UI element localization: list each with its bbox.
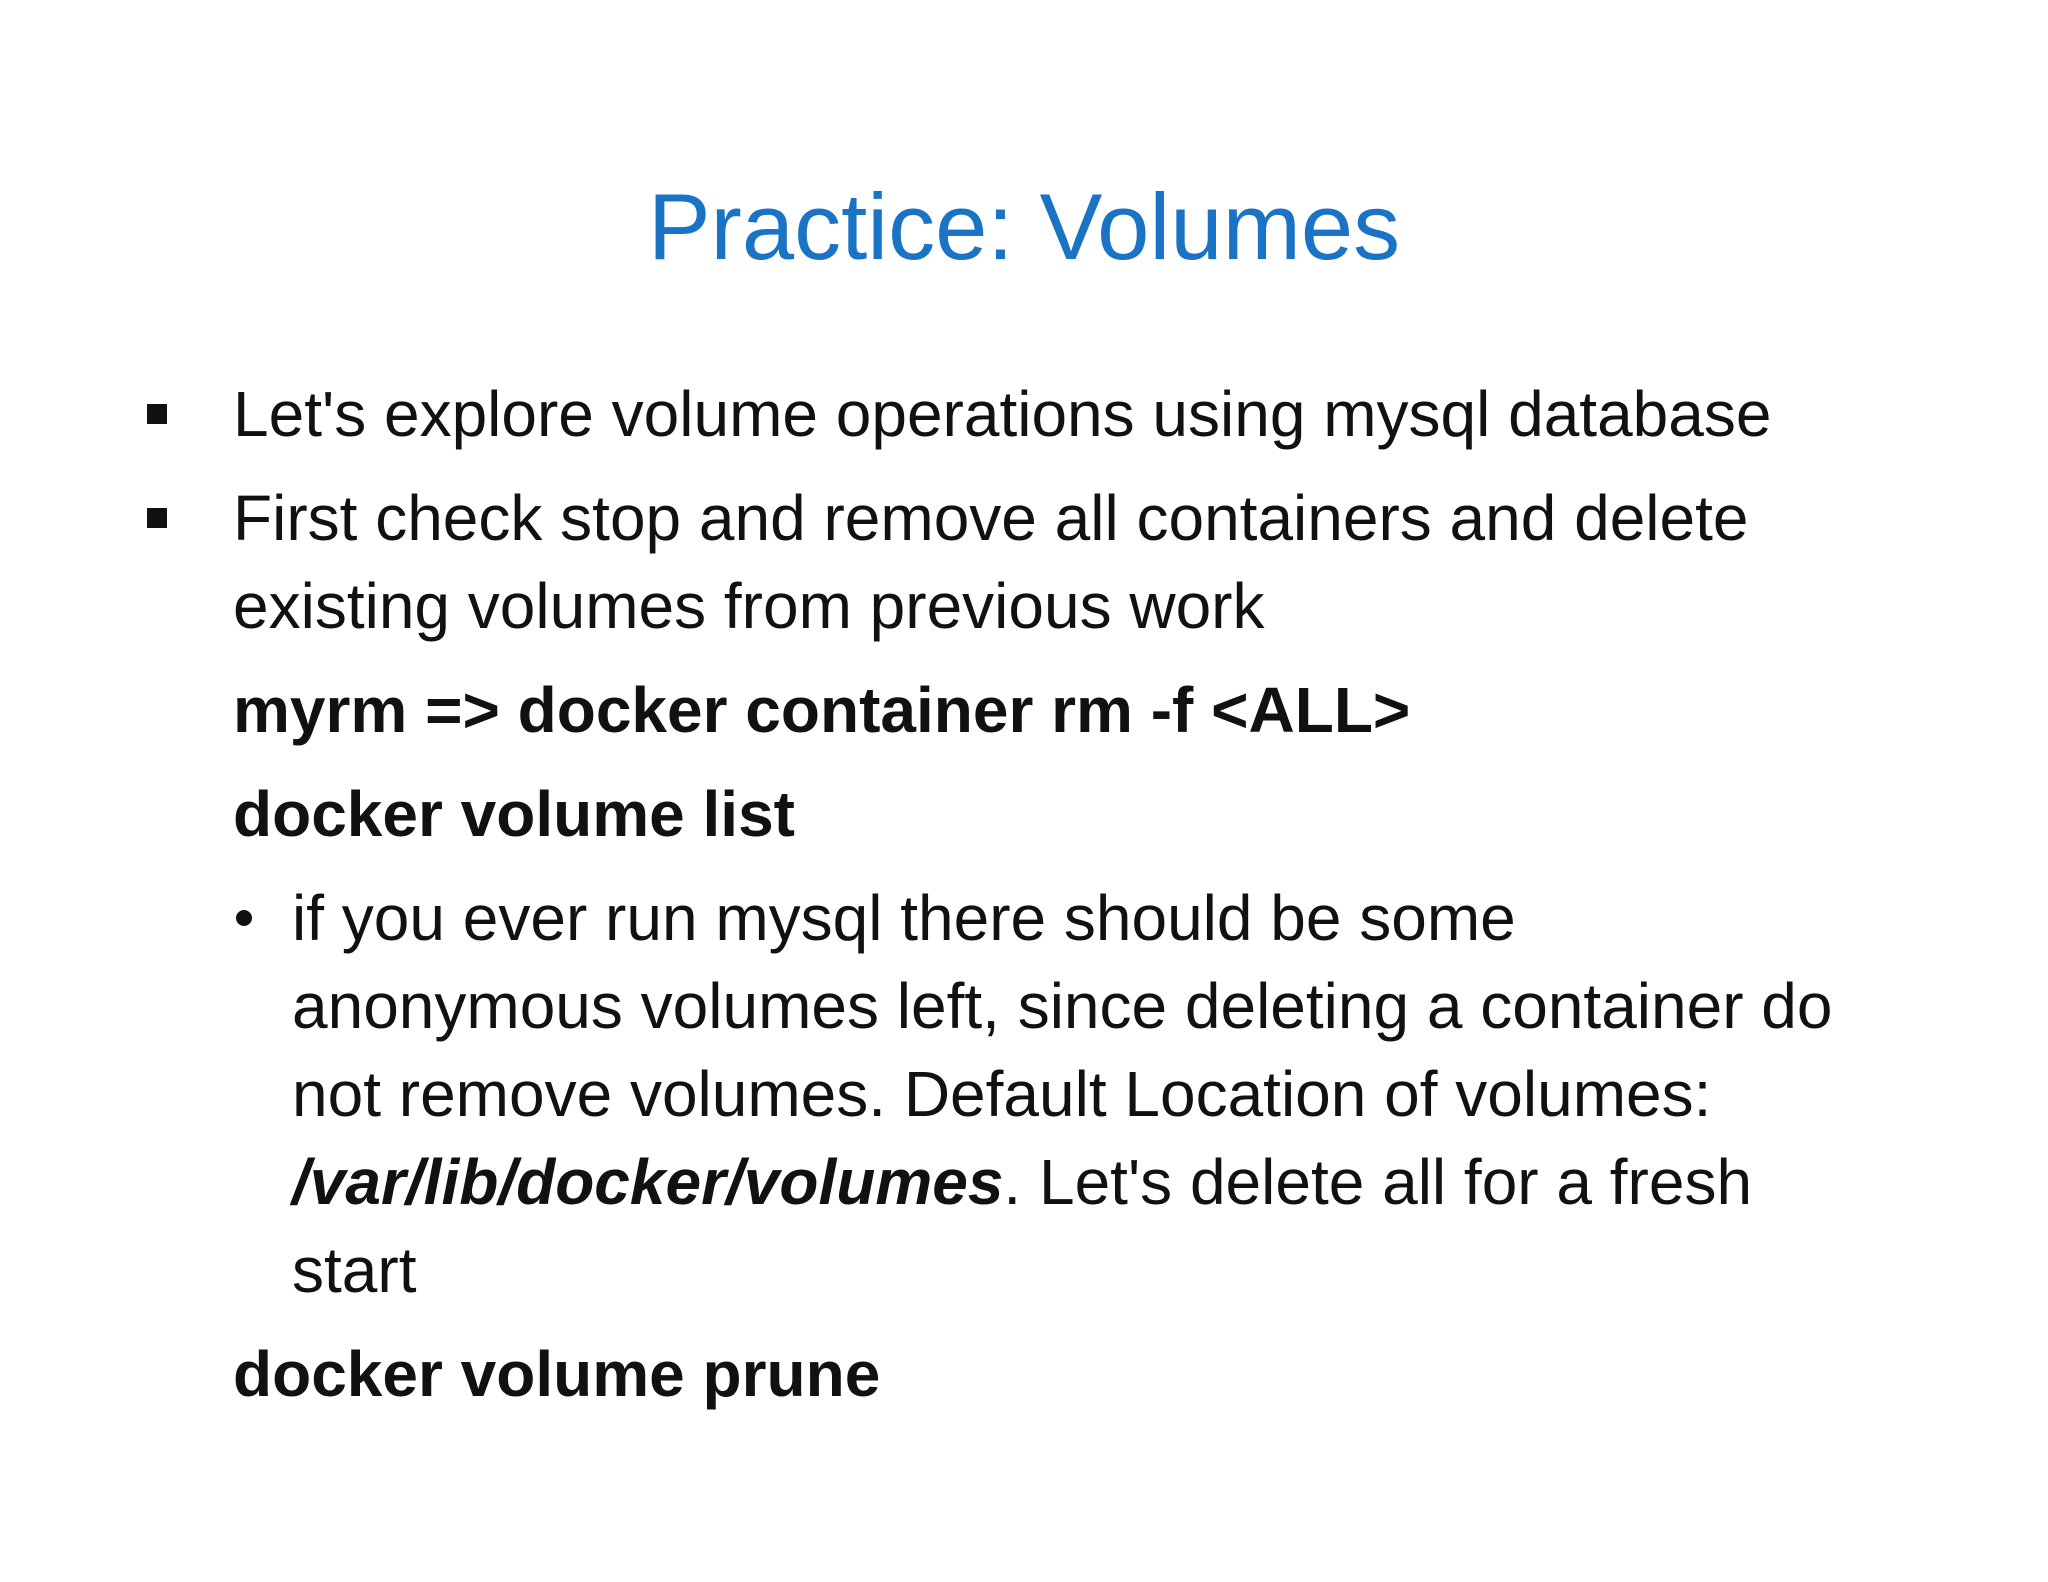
sub-bullet-line-3: not remove volumes. Default Location of volumes: <box>292 1058 1712 1130</box>
bullet-2-line-1: First check stop and remove all containers and delete <box>233 482 1749 554</box>
volumes-path: /var/lib/docker/volumes <box>292 1146 1004 1218</box>
square-bullet-icon <box>147 508 167 528</box>
bullet-2-line-2: existing volumes from previous work <box>233 570 1265 642</box>
sub-bullet-line-5: start <box>292 1234 417 1306</box>
sub-bullet-line-4 <box>292 1138 1752 1226</box>
bullet-1-text: Let's explore volume operations using mysql database <box>233 378 1772 450</box>
command-volume-prune: docker volume prune <box>233 1338 881 1410</box>
command-volume-list: docker volume list <box>233 778 795 850</box>
sub-bullet-line-2: anonymous volumes left, since deleting a container do <box>292 970 1833 1042</box>
sub-bullet-line-1: if you ever run mysql there should be some <box>292 882 1516 954</box>
slide-title: Practice: Volumes <box>647 174 1401 279</box>
command-rm: myrm => docker container rm -f <ALL> <box>233 674 1411 746</box>
dot-bullet-icon <box>236 910 252 926</box>
sub-bullet-line-4-rest: . Let's delete all for a fresh <box>1003 1146 1753 1218</box>
square-bullet-icon <box>147 404 167 424</box>
